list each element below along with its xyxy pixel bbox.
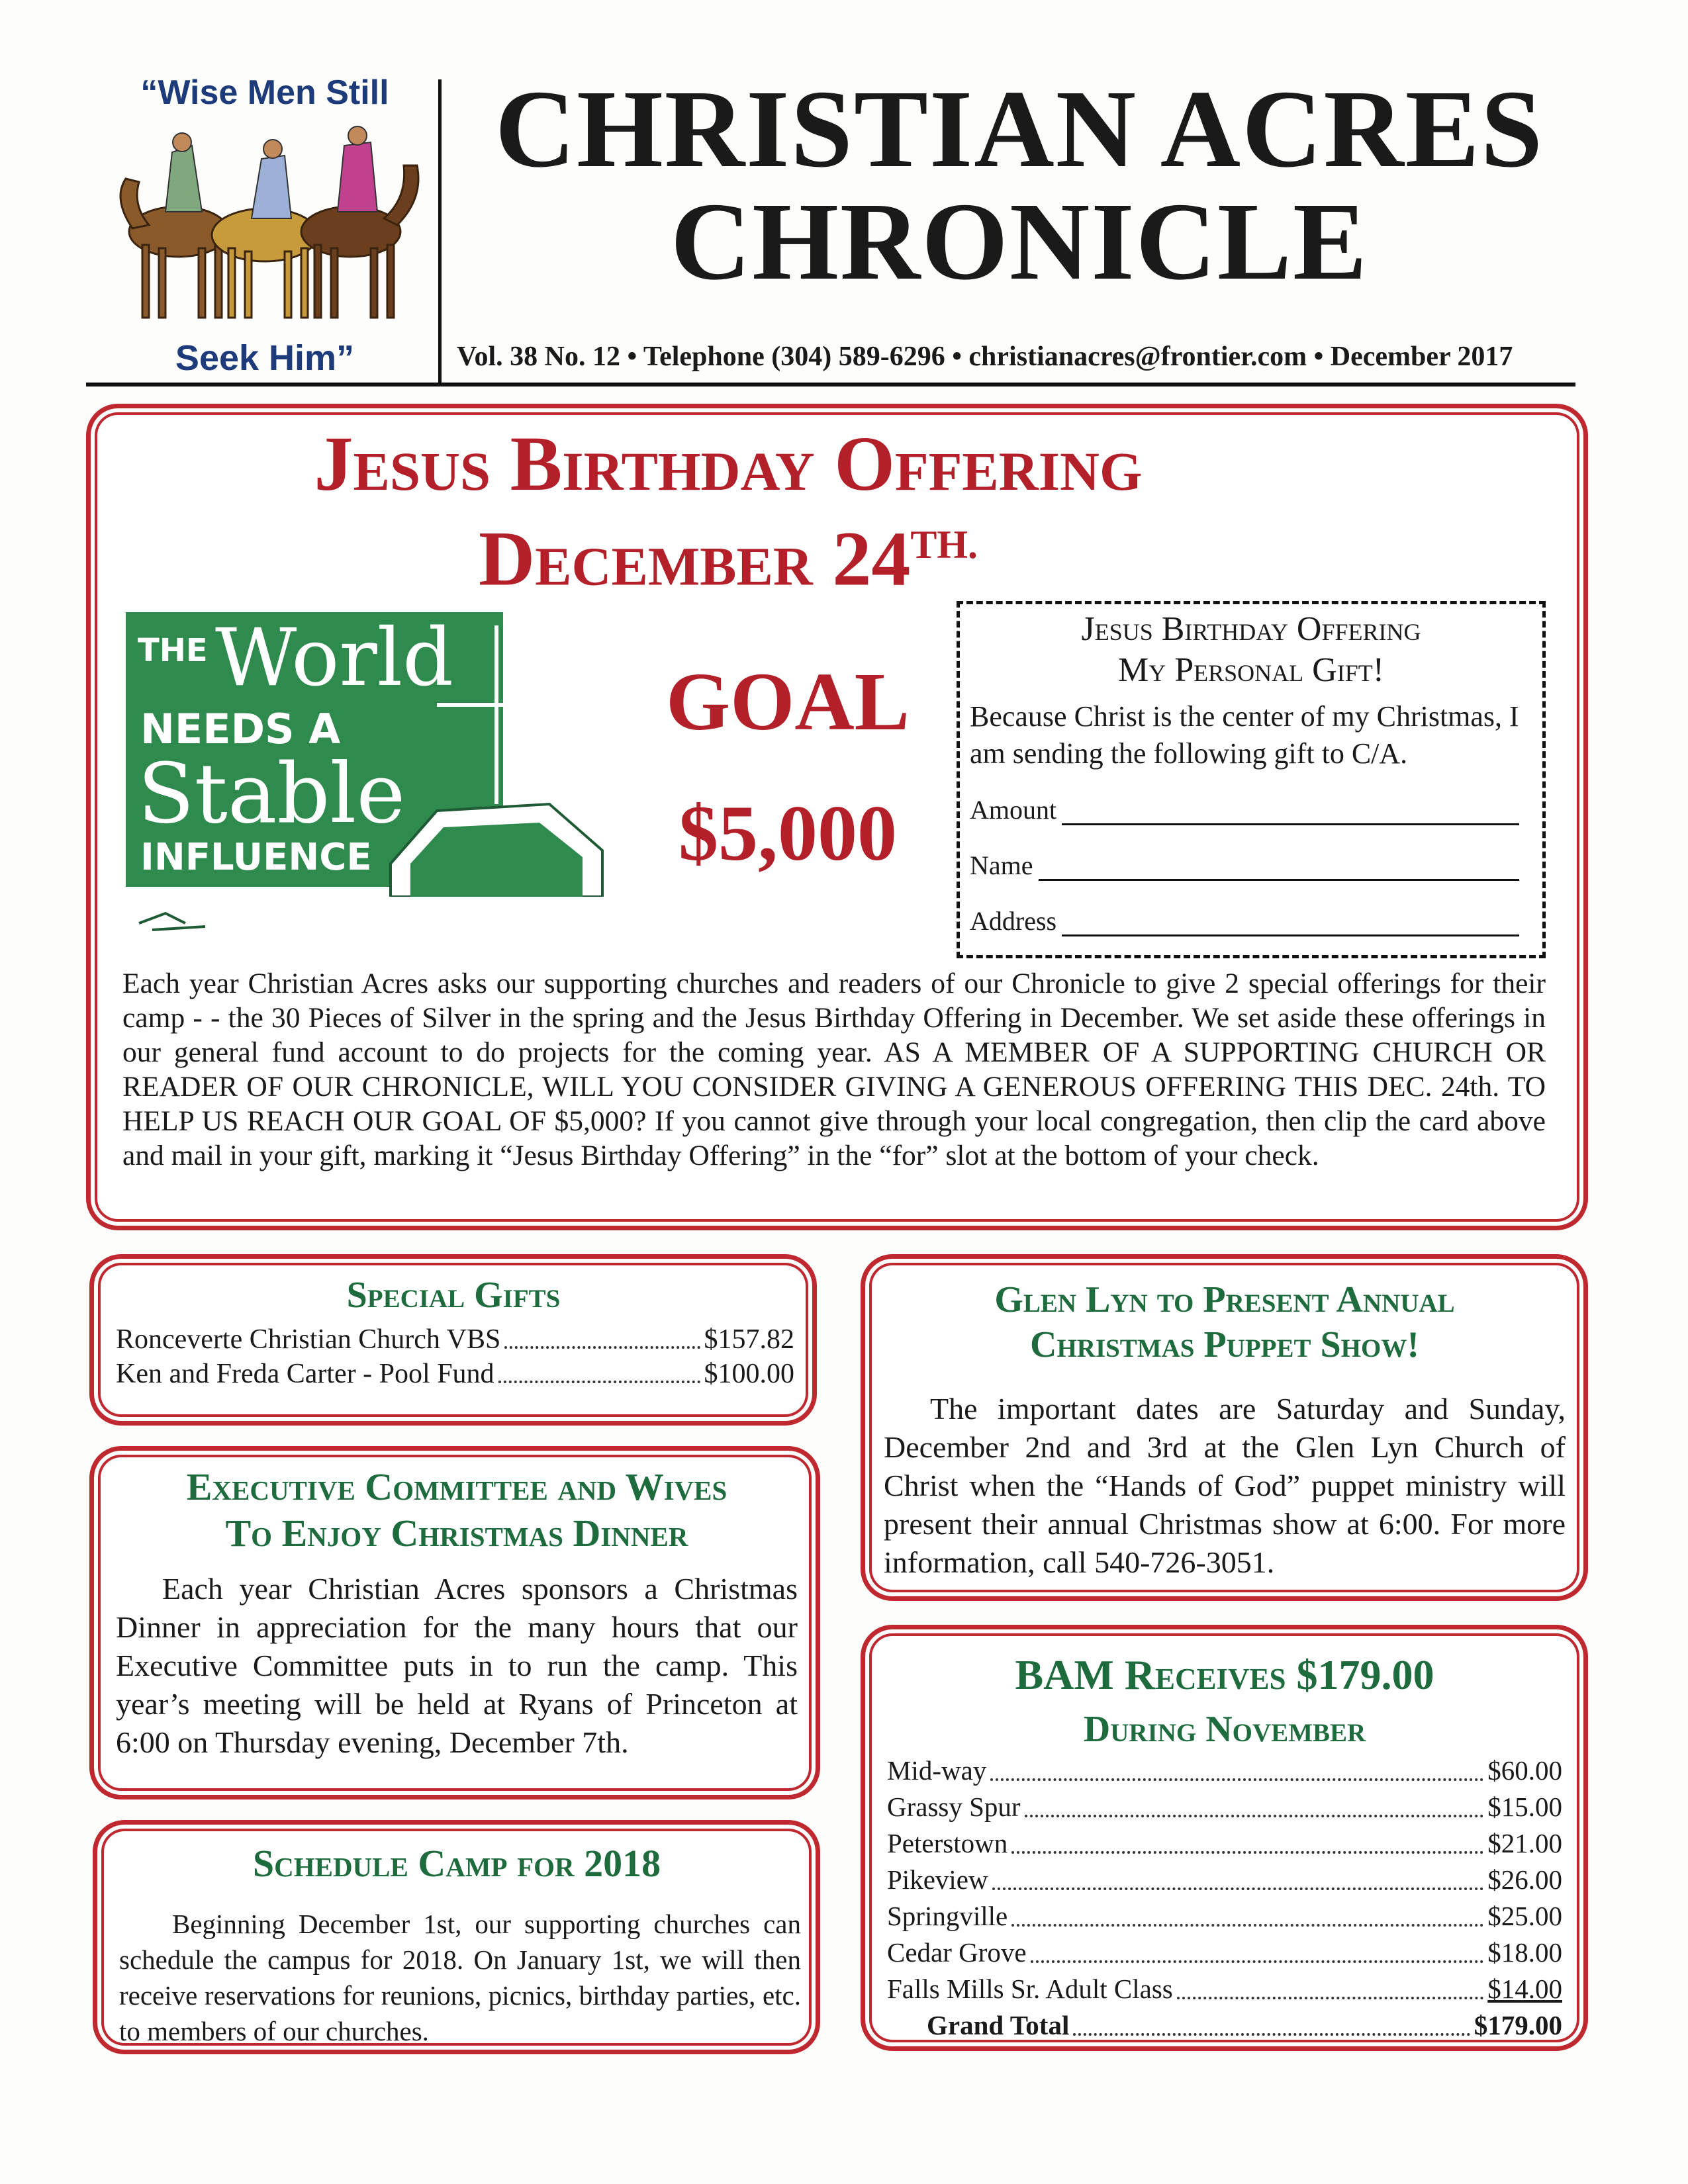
newsletter-title bbox=[463, 68, 1575, 303]
gift-name: Ken and Freda Carter - Pool Fund bbox=[116, 1359, 494, 1389]
bam-row bbox=[887, 1862, 1562, 1898]
bam-title bbox=[861, 1648, 1589, 1756]
masthead-divider bbox=[438, 79, 442, 384]
bam-church: Grassy Spur bbox=[887, 1792, 1021, 1822]
offering-headline bbox=[132, 420, 1324, 602]
glen-lyn-text: The important dates are Saturday and Sunday, December 2nd and 3rd at the Glen Lyn Church of Christ when the “Hands of God” puppet ministry will present their annual Christmas show at 6:00. For more information, call 540-726-3051. bbox=[884, 1392, 1566, 1579]
bam-amount: $60.00 bbox=[1487, 1755, 1562, 1786]
amount-field-line[interactable] bbox=[1062, 803, 1519, 825]
bam-title-line1: BAM Receives $179.00 bbox=[1015, 1651, 1434, 1698]
name-field-label: Name bbox=[970, 850, 1033, 880]
gift-amount: $157.82 bbox=[704, 1324, 794, 1355]
special-gift-row bbox=[116, 1322, 794, 1357]
goal-label: GOAL bbox=[665, 657, 910, 748]
bam-church: Cedar Grove bbox=[887, 1937, 1027, 1968]
address-field-label: Address bbox=[970, 906, 1057, 936]
bam-church: Pikeview bbox=[887, 1864, 988, 1895]
stable-influence-image bbox=[126, 612, 622, 953]
logo-tagline-top: “Wise Men Still bbox=[140, 73, 389, 112]
amount-field[interactable] bbox=[970, 794, 1519, 825]
gift-amount: $100.00 bbox=[704, 1359, 794, 1389]
schedule-camp-title: Schedule Camp for 2018 bbox=[252, 1842, 661, 1885]
masthead-rule bbox=[86, 383, 1575, 387]
goal-amount: $5,000 bbox=[679, 789, 897, 877]
bam-total-label: Grand Total bbox=[927, 2010, 1070, 2040]
bam-list bbox=[887, 1752, 1562, 2044]
exec-committee-text: Each year Christian Acres sponsors a Christmas Dinner in appreciation for the many hours that our Executive Committee puts in to run the camp. This year’s meeting will be held at Ryans of Princeton at 6:00 on Thursday evening, December 7th. bbox=[116, 1572, 798, 1759]
bam-row bbox=[887, 1898, 1562, 1934]
address-field[interactable] bbox=[970, 905, 1519, 936]
bam-row bbox=[887, 1789, 1562, 1825]
bam-church: Springville bbox=[887, 1901, 1008, 1931]
offering-headline-line2: December $24^{TH.}$ bbox=[478, 515, 978, 602]
bam-row bbox=[887, 1971, 1562, 2007]
amount-field-label: Amount bbox=[970, 795, 1057, 825]
issue-info: Vol. 38 No. 12 • Telephone (304) 589-6296 • christianacres@frontier.com • December 2017 bbox=[457, 341, 1513, 372]
glen-lyn-title bbox=[861, 1277, 1589, 1367]
bam-total-row bbox=[887, 2007, 1562, 2044]
stable-text-world: World bbox=[215, 612, 453, 704]
exec-committee-title bbox=[93, 1464, 821, 1557]
offering-paragraph: Each year Christian Acres asks our supporting churches and readers of our Chronicle to give 2 special offerings for their camp - - the 30 Pieces of Silver in the spring and the Jesus Birthday Offering in December. We set aside these offerings in our general fund account to do projects for the coming year. AS A MEMBER OF A SUPPORTING CHURCH OR READER OF OUR CHRONICLE, WILL YOU CONSIDER GIVING A GENEROUS OFFERING THIS DEC. 24th. TO HELP US REACH OUR GOAL OF $5,000? If you cannot give through your local congregation, then clip the card above and mail in your gift, marking it “Jesus Birthday Offering” in the “for” slot at the bottom of your check. bbox=[122, 968, 1546, 1171]
gift-name: Ronceverte Christian Church VBS bbox=[116, 1324, 501, 1355]
bam-amount: $18.00 bbox=[1487, 1937, 1562, 1968]
stable-text-stable: Stable bbox=[138, 746, 406, 842]
bam-row bbox=[887, 1934, 1562, 1971]
bam-row bbox=[887, 1825, 1562, 1862]
glen-lyn-title-line2: Christmas Puppet Show! bbox=[1030, 1324, 1419, 1365]
bam-church: Mid-way bbox=[887, 1755, 987, 1786]
title-line-2: CHRONICLE bbox=[670, 180, 1369, 303]
name-field-line[interactable] bbox=[1039, 859, 1519, 881]
exec-title-line1: Executive Committee and Wives bbox=[186, 1465, 727, 1508]
address-field-line[interactable] bbox=[1062, 915, 1519, 936]
bam-total-amount: $179.00 bbox=[1474, 2010, 1562, 2040]
stable-text-needs: NEEDS A bbox=[140, 705, 341, 753]
exec-title-line2: To Enjoy Christmas Dinner bbox=[225, 1512, 688, 1555]
bam-church: Falls Mills Sr. Adult Class bbox=[887, 1974, 1173, 2004]
bam-church: Peterstown bbox=[887, 1828, 1008, 1858]
stable-text-influence: INFLUENCE bbox=[140, 836, 372, 879]
bam-amount: $15.00 bbox=[1487, 1792, 1562, 1822]
schedule-camp-text: Beginning December 1st, our supporting churches can schedule the campus for 2018. On January 1st, we will then receive reservations for reunions, picnics, birthday parties, etc. to members of our churches. bbox=[119, 1909, 801, 2046]
bam-amount: $26.00 bbox=[1487, 1864, 1562, 1895]
logo-tagline-bottom: Seek Him” bbox=[175, 338, 355, 378]
bam-row bbox=[887, 1752, 1562, 1789]
card-title-line1: Jesus Birthday Offering bbox=[1081, 610, 1421, 648]
offering-headline-line1: Jesus Birthday Offering bbox=[314, 420, 1143, 507]
bam-amount: $25.00 bbox=[1487, 1901, 1562, 1931]
name-field[interactable] bbox=[970, 850, 1519, 881]
special-gifts-list bbox=[116, 1322, 794, 1391]
glen-lyn-title-line1: Glen Lyn to Present Annual bbox=[994, 1279, 1455, 1320]
special-gift-row bbox=[116, 1357, 794, 1391]
bam-title-line2: During November bbox=[1083, 1709, 1366, 1750]
card-title bbox=[960, 609, 1542, 691]
card-title-line2: My Personal Gift! bbox=[1117, 651, 1385, 689]
bam-amount: $14.00 bbox=[1487, 1974, 1562, 2004]
special-gifts-title: Special Gifts bbox=[346, 1275, 561, 1316]
bam-amount: $21.00 bbox=[1487, 1828, 1562, 1858]
wise-men-camels-illustration bbox=[93, 119, 437, 338]
title-line-1: CHRISTIAN ACRES bbox=[494, 68, 1544, 191]
stable-text-the: THE bbox=[138, 632, 208, 669]
card-text: Because Christ is the center of my Christmas, I am sending the following gift to C/A. bbox=[970, 700, 1519, 770]
